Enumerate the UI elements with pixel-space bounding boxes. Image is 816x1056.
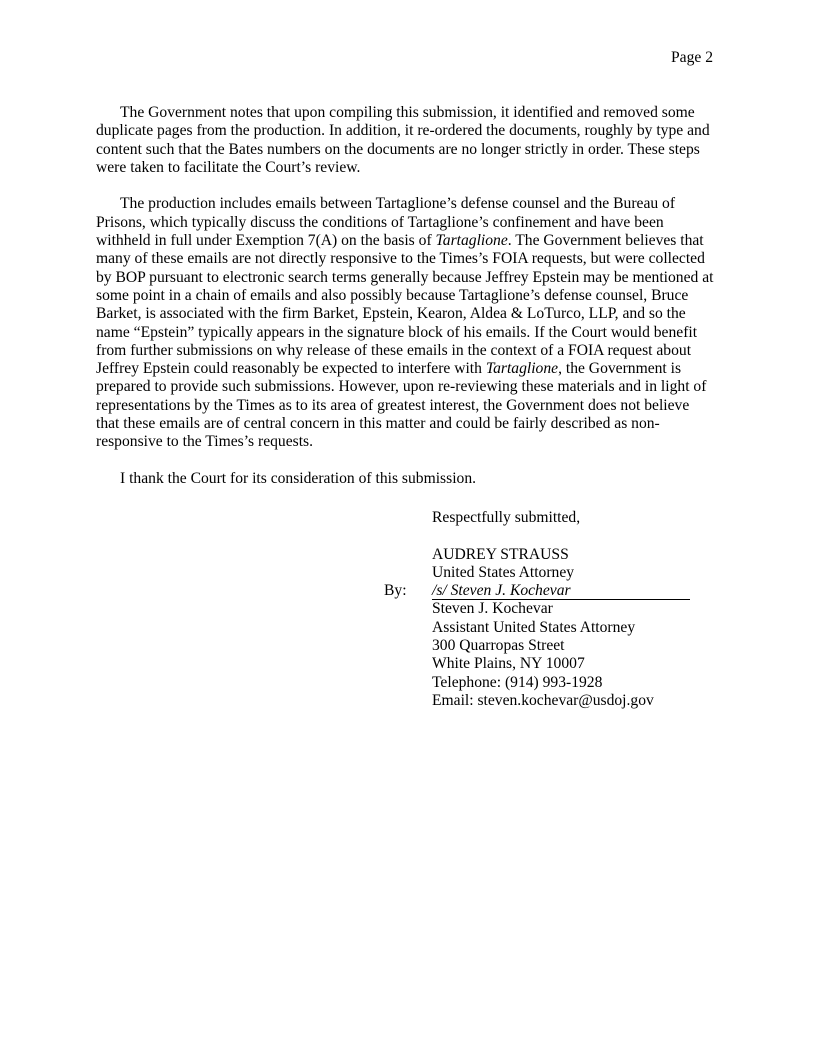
attorney-name: AUDREY STRAUSS	[432, 545, 569, 563]
letter-body	[96, 104, 714, 507]
paragraph-text-part: . The Government believes that many of these emails are not directly responsive to the Times’s FOIA requests, but were collected by BOP pursuant to electronic search terms generally because Jeffrey Epstein may be mentioned at some point in a chain of emails and also possibly because Tartaglione’s defense counsel, Bruce Barket, is associated with the firm Barket, Epstein, Kearon, Aldea & LoTurco, LLP, and so the name “Epstein” typically appears in the signature block of his emails. If the Court would benefit from further submissions on why release of these emails in the context of a FOIA request about Jeffrey Epstein could reasonably be expected to interfere with	[96, 232, 714, 378]
case-name-italic: Tartaglione	[435, 232, 508, 250]
case-name-italic: Tartaglione	[485, 360, 559, 378]
paragraph-text-part: The production includes emails between Tartaglione’s defense counsel and the Bureau of Prisons, which typically discuss the conditions of Tartaglione’s confinement and have been withheld in full under Exemption 7(A) on the basis of	[96, 195, 676, 250]
page-number: Page 2	[670, 49, 713, 66]
electronic-signature-line: /s/ Steven J. Kochevar	[432, 582, 690, 600]
address-city: White Plains, NY 10007	[432, 655, 585, 673]
attorney-office: United States Attorney	[432, 563, 575, 581]
signer-title: Assistant United States Attorney	[432, 618, 636, 636]
closing: Respectfully submitted,	[432, 509, 581, 526]
spacer	[384, 527, 724, 545]
paragraph-thanks: I thank the Court for its consideration of this submission.	[120, 469, 477, 487]
paragraph-emails-production	[96, 195, 714, 451]
by-label: By:	[384, 582, 407, 600]
telephone: Telephone: (914) 993-1928	[432, 673, 603, 691]
address-street: 300 Quarropas Street	[432, 637, 565, 655]
paragraph-text-part: , the Government is prepared to provide such submissions. However, upon re-reviewing these materials and in light of representations by the Times as to its area of greatest interest, the Government does not believe that these emails are of central concern in this matter and could be fairly described as non-responsive to the Times’s requests.	[96, 360, 707, 451]
by-signature-row	[384, 582, 724, 600]
email: Email: steven.kochevar@usdoj.gov	[432, 691, 654, 709]
signature-block	[384, 509, 724, 710]
signer-name: Steven J. Kochevar	[432, 600, 553, 618]
paragraph-duplicates-removed: The Government notes that upon compiling this submission, it identified and removed some duplicate pages from the production. In addition, it re-ordered the documents, roughly by type and content such that the Bates numbers on the documents are no longer strictly in order. These steps were taken to facilitate the Court’s review.	[96, 104, 710, 176]
